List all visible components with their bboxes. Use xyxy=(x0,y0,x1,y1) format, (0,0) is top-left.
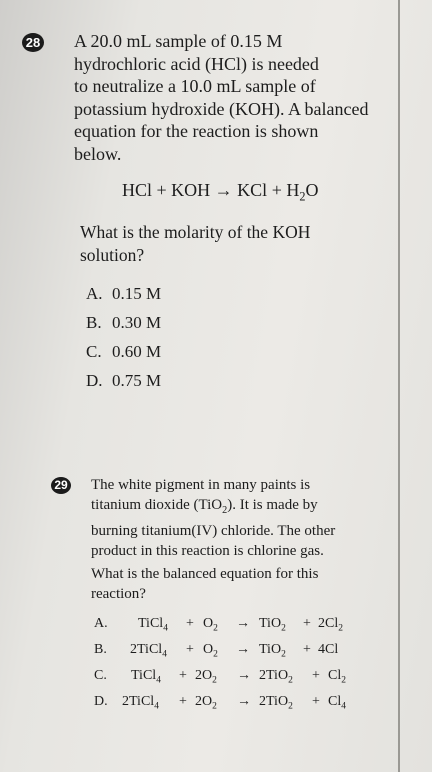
product-water: $H_2O$ xyxy=(286,180,319,204)
product-1: TiO$_2$ xyxy=(259,642,286,660)
choice-text: 0.30 M xyxy=(112,313,162,332)
choice-text: 0.15 M xyxy=(112,284,162,303)
plus-sign: + xyxy=(303,616,311,631)
product-2: $2Cl_2$ xyxy=(318,616,343,634)
product-1: 2TiO$_2$ xyxy=(259,694,293,712)
question-stem xyxy=(91,475,335,561)
stem-line: hydrochloric acid (HCl) is needed xyxy=(74,53,319,74)
question-number-badge: 28 xyxy=(22,33,44,52)
reactant-1: 2TiCl$_4$ xyxy=(130,642,167,660)
answer-choice-a[interactable] xyxy=(86,284,161,304)
page-margin-rule xyxy=(398,0,400,772)
choice-text: 0.60 M xyxy=(112,342,162,361)
reactant-1: TiCl$_4$ xyxy=(138,616,168,634)
reaction-arrow: → xyxy=(237,668,251,683)
reactant-2: $2O_2$ xyxy=(195,694,217,712)
answer-choice-b[interactable] xyxy=(86,313,161,333)
choice-label: D. xyxy=(94,694,108,709)
stem-line: A 20.0 mL sample of 0.15 M xyxy=(74,31,283,51)
question-prompt xyxy=(80,221,310,266)
reaction-arrow: → xyxy=(214,180,233,200)
reaction-arrow: → xyxy=(237,694,251,709)
reactant-hcl: HCl xyxy=(122,180,153,200)
reactant-koh: KOH xyxy=(171,180,211,200)
plus-sign: + xyxy=(271,180,282,200)
reactant-1: TiCl$_4$ xyxy=(131,668,161,686)
reactant-2: $O_2$ xyxy=(203,642,218,660)
choice-label: D. xyxy=(86,371,103,390)
plus-sign: + xyxy=(186,642,194,657)
answer-choice-d[interactable] xyxy=(86,371,161,391)
plus-sign: + xyxy=(312,694,320,709)
plus-sign: + xyxy=(303,642,311,657)
product-2: $Cl_2$ xyxy=(328,668,346,686)
stem-line: to neutralize a 10.0 mL sample of xyxy=(74,76,316,96)
product-2: 4Cl xyxy=(318,642,339,657)
question-prompt xyxy=(91,564,318,604)
choice-label: A. xyxy=(94,616,108,631)
reaction-arrow: → xyxy=(236,616,250,631)
stem-line: titanium dioxide (TiO$_2$). It is made by xyxy=(91,497,318,516)
stem-line: potassium hydroxide (KOH). A balanced xyxy=(74,98,369,119)
stem-line: below. xyxy=(74,143,122,164)
choice-label: A. xyxy=(86,284,103,303)
reaction-arrow: → xyxy=(236,642,250,657)
question-stem xyxy=(74,30,368,165)
prompt-line: reaction? xyxy=(91,586,146,602)
stem-line: equation for the reaction is shown xyxy=(74,121,319,141)
plus-sign: + xyxy=(179,694,187,709)
choice-label: C. xyxy=(86,342,102,361)
stem-line: product in this reaction is chlorine gas. xyxy=(91,542,324,559)
choice-label: C. xyxy=(94,668,107,683)
reaction-equation xyxy=(122,180,318,205)
answer-choice-c[interactable] xyxy=(86,342,161,362)
plus-sign: + xyxy=(312,668,320,683)
stem-line: burning titanium(IV) chloride. The other xyxy=(91,522,336,539)
stem-line: The white pigment in many paints is xyxy=(91,477,311,493)
product-2: $Cl_4$ xyxy=(328,694,346,712)
question-number-badge: 29 xyxy=(51,477,71,494)
choice-label: B. xyxy=(86,313,102,332)
plus-sign: + xyxy=(156,180,167,200)
plus-sign: + xyxy=(186,616,194,631)
product-kcl: KCl xyxy=(237,180,268,200)
prompt-line: What is the balanced equation for this xyxy=(91,566,319,582)
reactant-2: $2O_2$ xyxy=(195,668,217,686)
plus-sign: + xyxy=(179,668,187,683)
choice-label: B. xyxy=(94,642,107,657)
reactant-2: $O_2$ xyxy=(203,616,218,634)
reactant-1: 2TiCl$_4$ xyxy=(122,694,159,712)
prompt-line: What is the molarity of the KOH xyxy=(80,222,311,242)
product-1: 2TiO$_2$ xyxy=(259,668,293,686)
choice-text: 0.75 M xyxy=(112,371,162,390)
prompt-line: solution? xyxy=(80,244,145,265)
product-1: TiO$_2$ xyxy=(259,616,286,634)
